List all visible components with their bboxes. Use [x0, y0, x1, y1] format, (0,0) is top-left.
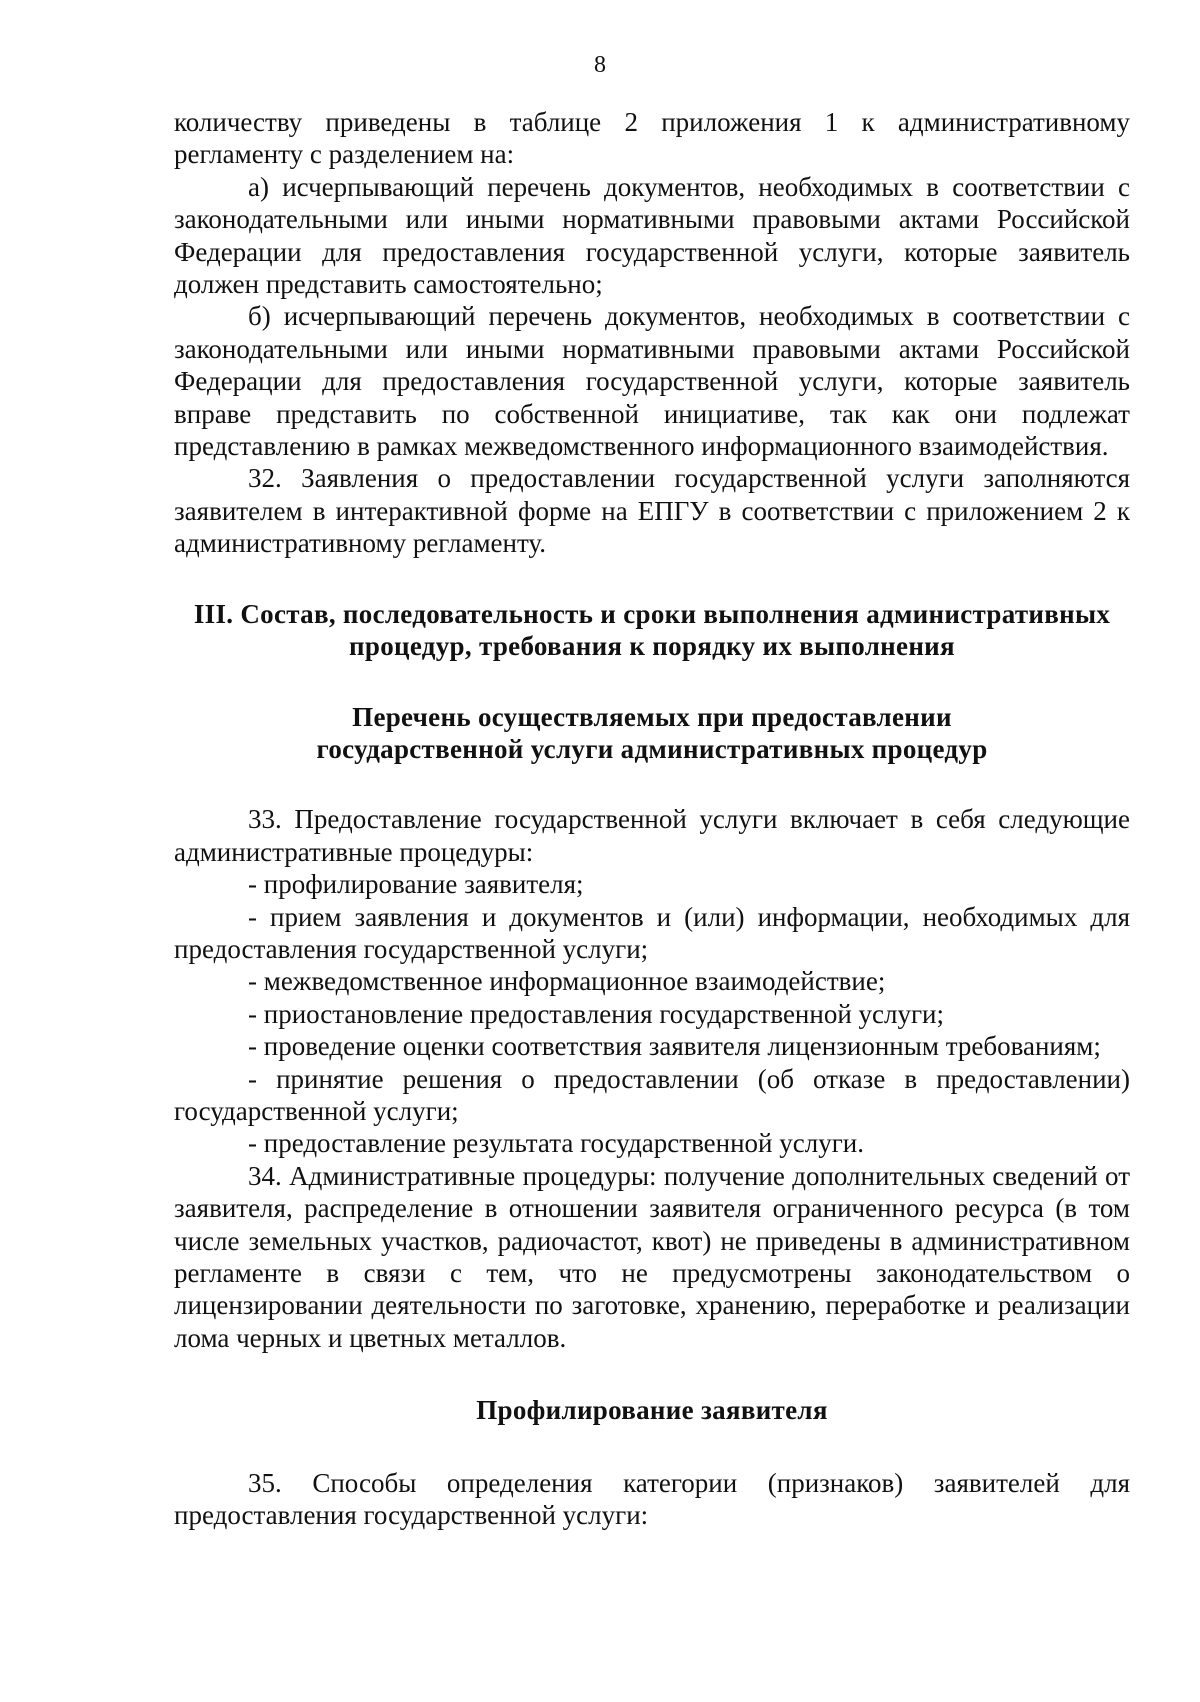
section-heading-iii: III. Состав, последовательность и сроки выполнения административных процедур, требования к порядку их выполнения — [193, 598, 1111, 662]
page-number: 8 — [594, 52, 606, 78]
list-item: - принятие решения о предоставлении (об отказе в предоставлении) государственной услуги; — [174, 1063, 1130, 1126]
subheading-procedures-list: Перечень осуществляемых при предоставлении государственной услуги административных процедур — [316, 701, 988, 764]
list-item: - межведомственное информационное взаимодействие; — [248, 966, 886, 997]
paragraph-continuation: количеству приведены в таблице 2 приложения 1 к административному регламенту с разделением на: — [174, 107, 1130, 170]
list-item: - приостановление предоставления государственной услуги; — [248, 998, 945, 1029]
subheading-applicant-profiling: Профилирование заявителя — [476, 1395, 828, 1426]
paragraph-35: 35. Способы определения категории (признаков) заявителей для предоставления государственной услуги: — [174, 1467, 1130, 1531]
list-item: - профилирование заявителя; — [248, 869, 584, 900]
paragraph-item-b: б) исчерпывающий перечень документов, необходимых в соответствии с законодательными или иными нормативными правовыми актами Российской Федерации для предоставления государственной услуги, которые заявитель вправе представить по собственной инициативе, так как они подлежат представлению в рамках межведомственного информационного взаимодействия. — [174, 301, 1130, 462]
paragraph-item-a: а) исчерпывающий перечень документов, необходимых в соответствии с законодательными или иными нормативными правовыми актами Российской Федерации для предоставления государственной услуги, которые заявитель должен представить самостоятельно; — [174, 171, 1130, 300]
document-body — [174, 106, 1130, 1531]
list-item: - прием заявления и документов и (или) информации, необходимых для предоставления государственной услуги; — [174, 901, 1130, 964]
list-item: - проведение оценки соответствия заявителя лицензионным требованиям; — [248, 1031, 1101, 1062]
paragraph-33: 33. Предоставление государственной услуги включает в себя следующие административные процедуры: — [174, 804, 1130, 867]
list-item: - предоставление результата государственной услуги. — [248, 1128, 864, 1159]
paragraph-34: 34. Административные процедуры: получение дополнительных сведений от заявителя, распределение в отношении заявителя ограниченного ресурса (в том числе земельных участков, радиочастот, квот) не приведены в административном регламенте в связи с тем, что не предусмотрены законодательством о лицензировании деятельности по заготовке, хранению, переработке и реализации лома черных и цветных металлов. — [174, 1160, 1130, 1353]
paragraph-32: 32. Заявления о предоставлении государственной услуги заполняются заявителем в интерактивной форме на ЕПГУ в соответствии с приложением 2 к административному регламенту. — [174, 463, 1130, 559]
